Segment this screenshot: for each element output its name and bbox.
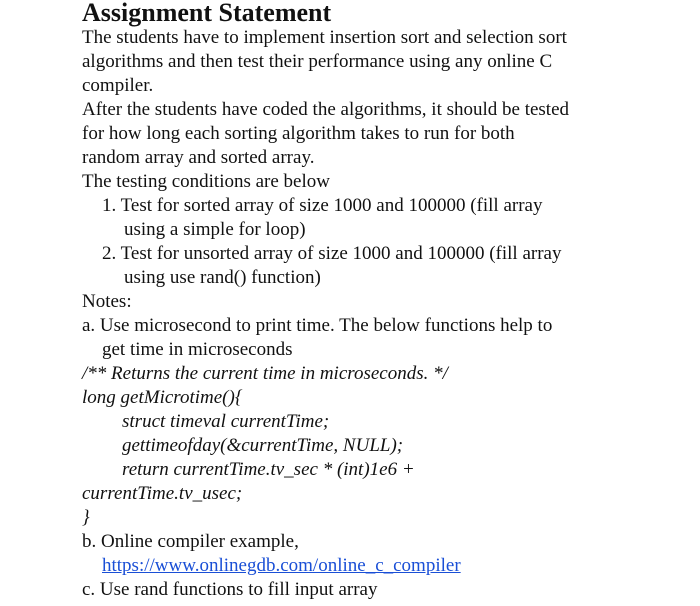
code-body-line-3: return currentTime.tv_sec * (int)1e6 + — [122, 459, 415, 480]
assignment-document — [82, 0, 682, 602]
code-continuation: currentTime.tv_usec; — [82, 483, 243, 504]
condition-1-line-1: 1. Test for sorted array of size 1000 and 100000 (fill array — [102, 195, 543, 216]
notes-label: Notes: — [82, 291, 132, 312]
intro-line-3: compiler. — [82, 75, 154, 96]
intro-line-1: The students have to implement insertion sort and selection sort — [82, 27, 567, 48]
code-closing-brace: } — [82, 507, 90, 528]
code-signature: long getMicrotime(){ — [82, 387, 243, 408]
code-comment: /** Returns the current time in microseconds. */ — [82, 363, 448, 384]
note-a-line-1: a. Use microsecond to print time. The below functions help to — [82, 315, 553, 336]
intro-line-4: After the students have coded the algorithms, it should be tested — [82, 99, 570, 120]
note-a-line-2: get time in microseconds — [102, 339, 293, 360]
intro-line-2: algorithms and then test their performance using any online C — [82, 51, 553, 72]
condition-2-line-2: using use rand() function) — [124, 267, 321, 288]
code-body-line-1: struct timeval currentTime; — [122, 411, 330, 432]
code-body-line-2: gettimeofday(&currentTime, NULL); — [122, 435, 404, 456]
condition-2-line-1: 2. Test for unsorted array of size 1000 and 100000 (fill array — [102, 243, 562, 264]
condition-1-line-2: using a simple for loop) — [124, 219, 306, 240]
intro-line-7: The testing conditions are below — [82, 171, 330, 192]
intro-line-6: random array and sorted array. — [82, 147, 315, 168]
intro-line-5: for how long each sorting algorithm takes to run for both — [82, 123, 515, 144]
note-b-link-row — [82, 554, 682, 578]
document-title: Assignment Statement — [82, 0, 332, 27]
note-b-line-1: b. Online compiler example, — [82, 531, 299, 552]
note-c-line: c. Use rand functions to fill input array — [82, 579, 378, 600]
compiler-link[interactable]: https://www.onlinegdb.com/online_c_compiler — [102, 555, 461, 576]
